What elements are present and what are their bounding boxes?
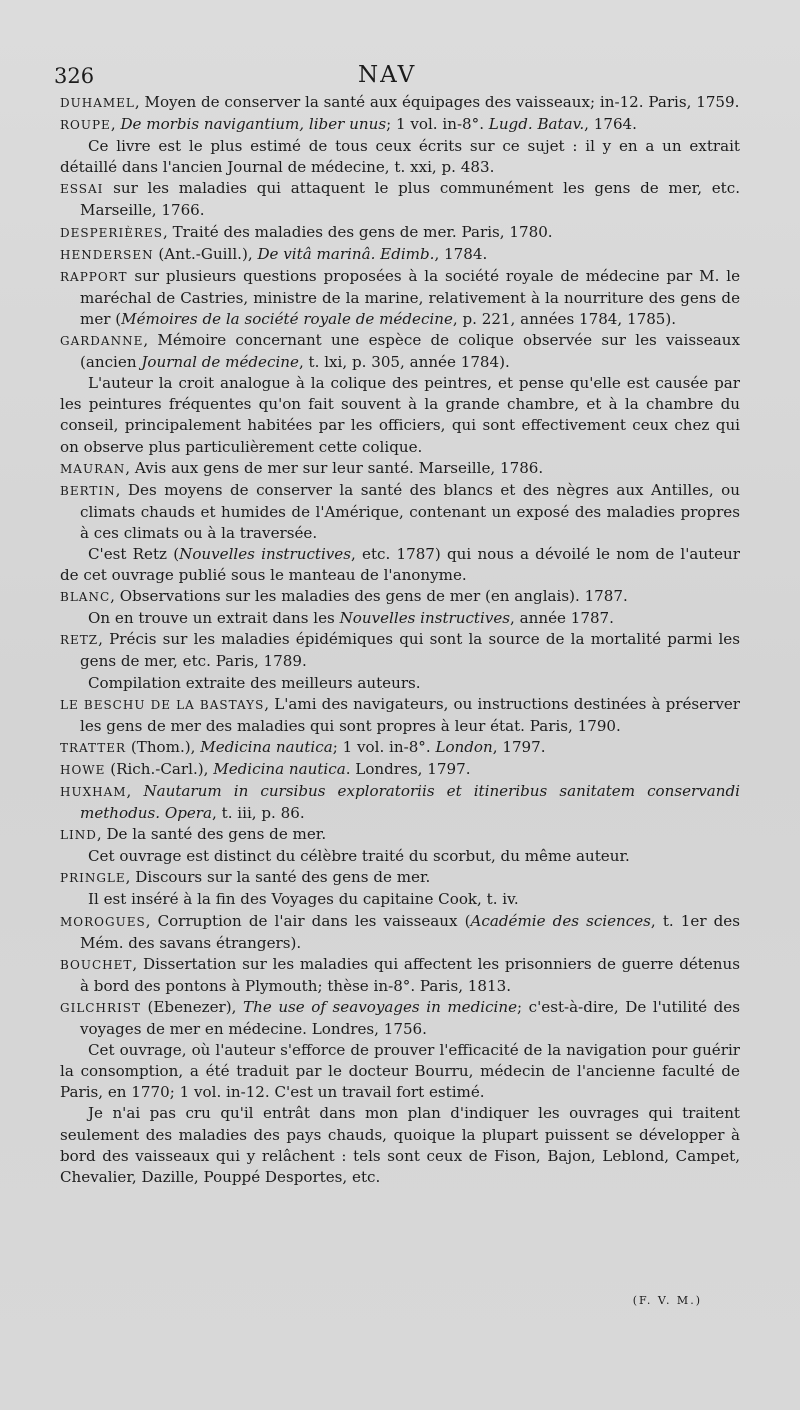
bibliography-entry: [60, 330, 740, 373]
bibliography-entry: [60, 911, 740, 954]
entry-text: , Discours sur la santé des gens de mer.: [125, 868, 431, 887]
entry-text: , Corruption de l'air dans les vaisseaux (: [145, 911, 471, 930]
annotation-paragraph: [60, 136, 740, 178]
annotation-paragraph: [60, 608, 740, 629]
bibliography-entry: [60, 629, 740, 672]
entry-text: , L'ami des navigateurs, ou instructions destinées à préserver les gens de mer des maladies qui sont propres à leur état. Paris, 1790.: [80, 694, 740, 735]
bibliography-entry: [60, 997, 740, 1040]
entry-text: , De la santé des gens de mer.: [96, 825, 327, 844]
author-signature: (F. V. M.): [632, 1294, 702, 1307]
entry-text: Cet ouvrage est distinct du célèbre traité du scorbut, du même auteur.: [88, 847, 630, 866]
entry-author: BOUCHET: [60, 957, 133, 972]
bibliography-entry: [60, 867, 740, 889]
entry-text: , Traité des maladies des gens de mer. Paris, 1780.: [163, 222, 553, 241]
entry-author: ESSAI: [60, 182, 104, 197]
entry-text: , Moyen de conserver la santé aux équipages des vaisseaux; in-12. Paris, 1759.: [134, 93, 740, 111]
entry-title: Journal de médecine: [141, 353, 299, 372]
entry-author: TRATTER: [60, 740, 127, 755]
bibliography-entry: [60, 694, 740, 737]
entry-text: ; 1 vol. in-8°.: [386, 115, 489, 134]
entry-title: Nouvelles instructives: [339, 609, 511, 628]
annotation-paragraph: [60, 889, 740, 910]
entry-title: Mémoires de la société royale de médecine: [121, 309, 453, 328]
entry-title: De vitâ marinâ. Edimb.: [257, 244, 435, 263]
running-head: NAV: [358, 62, 417, 88]
entry-author: RETZ: [60, 633, 99, 648]
entry-text: sur plusieurs questions proposées à la société royale de médecine par M. le maréchal de Castries, ministre de la marine, relativement à la nourriture des gens de mer (: [80, 266, 740, 328]
entry-text: , 1784.: [434, 244, 488, 263]
entry-title: London: [435, 737, 493, 756]
entry-title: Lugd. Batav.: [488, 115, 585, 134]
page-number: 326: [54, 64, 95, 88]
bibliography-entry: [60, 92, 740, 114]
bibliography-entry: [60, 954, 740, 997]
bibliography-entry: [60, 222, 740, 244]
entry-title: Medicina nautica: [213, 759, 346, 778]
entry-author: HOWE: [60, 762, 106, 777]
entry-text: , p. 221, années 1784, 1785).: [452, 309, 677, 328]
entry-author: HUXHAM: [60, 785, 127, 799]
bibliography-entry: [60, 480, 740, 544]
bibliography-entry: [60, 824, 740, 846]
entry-text: Je n'ai pas cru qu'il entrât dans mon plan d'indiquer les ouvrages qui traitent seulement des maladies des pays chauds, quoique la plupart puissent se développer à bord des vaisseaux qui y relâchent : tels sont ceux de Fison, Bajon, Leblond, Campet, Chevalier, Dazille, Pouppé Desportes, etc.: [60, 1104, 740, 1186]
entry-text: ; 1 vol. in-8°.: [332, 737, 436, 756]
bibliography-entry: [60, 266, 740, 330]
bibliography-entry: [60, 781, 740, 824]
annotation-paragraph: [60, 673, 740, 694]
entry-text: , 1764.: [584, 115, 637, 134]
bibliography-entry: [60, 759, 740, 781]
entry-text: Cet ouvrage, où l'auteur s'efforce de prouver l'efficacité de la navigation pour guérir la consomption, a été traduit par le docteur Bourru, médecin de l'ancienne faculté de Paris, en 1770; 1 vol. in-12. C'est un travail fort estimé.: [60, 1041, 740, 1102]
entry-title: The use of seavoyages in medicine: [243, 997, 518, 1016]
entry-text: (Thom.),: [126, 737, 201, 756]
entry-author: GARDANNE: [60, 334, 144, 349]
entry-text: On en trouve un extrait dans les: [88, 609, 340, 628]
entry-text: , t. 1er des Mém. des savans étrangers).: [80, 911, 740, 952]
annotation-paragraph: [60, 373, 740, 457]
entry-text: (Ebenezer),: [140, 997, 244, 1016]
entry-title: Medicina nautica: [200, 737, 333, 756]
entry-title: Nouvelles instructives: [179, 544, 351, 563]
entry-text: Compilation extraite des meilleurs auteurs.: [88, 673, 421, 692]
entry-text: ,: [110, 115, 121, 134]
bibliography-entry: [60, 458, 740, 480]
entry-author: DESPERIÈRES: [60, 225, 163, 240]
entry-author: GILCHRIST: [60, 1000, 141, 1015]
bibliography-entry: [60, 178, 740, 221]
entry-text: , t. iii, p. 86.: [212, 804, 305, 823]
entry-author: MAURAN: [60, 461, 126, 476]
bibliography-entries: [60, 92, 740, 1188]
bibliography-entry: [60, 737, 740, 759]
entry-author: LIND: [60, 828, 97, 843]
entry-text: (Rich.-Carl.),: [105, 759, 214, 778]
entry-text: , etc. 1787) qui nous a dévoilé le nom de l'auteur de cet ouvrage publié sous le manteau de l'anonyme.: [60, 544, 740, 585]
entry-title: De morbis navigantium, liber unus: [120, 115, 387, 134]
entry-author: HENDERSEN: [60, 247, 154, 262]
entry-text: , Des moyens de conserver la santé des blancs et des nègres aux Antilles, ou climats chauds et humides de l'Amérique, contenant un exposé des maladies propres à ces climats ou à la traversée.: [80, 480, 740, 542]
entry-author: ROUPE: [60, 118, 111, 133]
annotation-paragraph: [60, 846, 740, 867]
bibliography-entry: [60, 114, 740, 136]
entry-title: Académie des sciences: [470, 911, 651, 930]
annotation-paragraph: [60, 1103, 740, 1187]
entry-author: RAPPORT: [60, 269, 128, 284]
entry-text: , t. lxi, p. 305, année 1784).: [298, 353, 510, 372]
entry-text: Il est inséré à la fin des Voyages du capitaine Cook, t. iv.: [88, 890, 519, 909]
entry-text: , Observations sur les maladies des gens de mer (en anglais). 1787.: [110, 587, 628, 606]
entry-text: , 1797.: [492, 737, 546, 756]
entry-text: , Mémoire concernant une espèce de colique observée sur les vaisseaux (ancien: [80, 331, 740, 372]
entry-author: MOROGUES: [60, 914, 146, 929]
entry-text: . Londres, 1797.: [345, 759, 471, 778]
entry-text: sur les maladies qui attaquent le plus communément les gens de mer, etc. Marseille, 1766.: [80, 179, 740, 220]
bibliography-entry: [60, 586, 740, 608]
entry-author: BERTIN: [60, 483, 116, 498]
entry-text: , année 1787.: [510, 609, 614, 628]
entry-title: Nautarum in cursibus exploratoriis et itineribus sanitatem conservandi methodus. Opera: [80, 782, 740, 823]
entry-text: , Dissertation sur les maladies qui affectent les prisonniers de guerre détenus à bord des pontons à Plymouth; thèse in-8°. Paris, 1813.: [80, 954, 740, 995]
entry-text: Ce livre est le plus estimé de tous ceux écrits sur ce sujet : il y en a un extrait détaillé dans l'ancien Journal de médecine, t. xxi, p. 483.: [60, 137, 740, 177]
bibliography-entry: [60, 244, 740, 266]
entry-text: , Avis aux gens de mer sur leur santé. Marseille, 1786.: [125, 458, 544, 477]
entry-text: ,: [126, 782, 144, 800]
entry-author: LE BESCHU DE LA BASTAYS: [60, 697, 265, 712]
entry-author: DUHAMEL: [60, 96, 135, 110]
entry-author: PRINGLE: [60, 871, 126, 886]
entry-text: , Précis sur les maladies épidémiques qui sont la source de la mortalité parmi les gens de mer, etc. Paris, 1789.: [80, 630, 740, 671]
entry-text: (Ant.-Guill.),: [153, 244, 258, 263]
annotation-paragraph: [60, 544, 740, 586]
entry-text: ; c'est-à-dire, De l'utilité des voyages de mer en médecine. Londres, 1756.: [80, 997, 740, 1039]
entry-author: BLANC: [60, 590, 111, 605]
annotation-paragraph: [60, 1040, 740, 1103]
entry-text: C'est Retz (: [88, 544, 180, 563]
entry-text: L'auteur la croit analogue à la colique des peintres, et pense qu'elle est causée par les peintures fréquentes qu'on fait souvent à la grande chambre, et à la chambre du conseil, principalement habitées par les officiers, qui sont effectivement ceux chez qui on observe plus particulièrement cette colique.: [60, 374, 740, 456]
